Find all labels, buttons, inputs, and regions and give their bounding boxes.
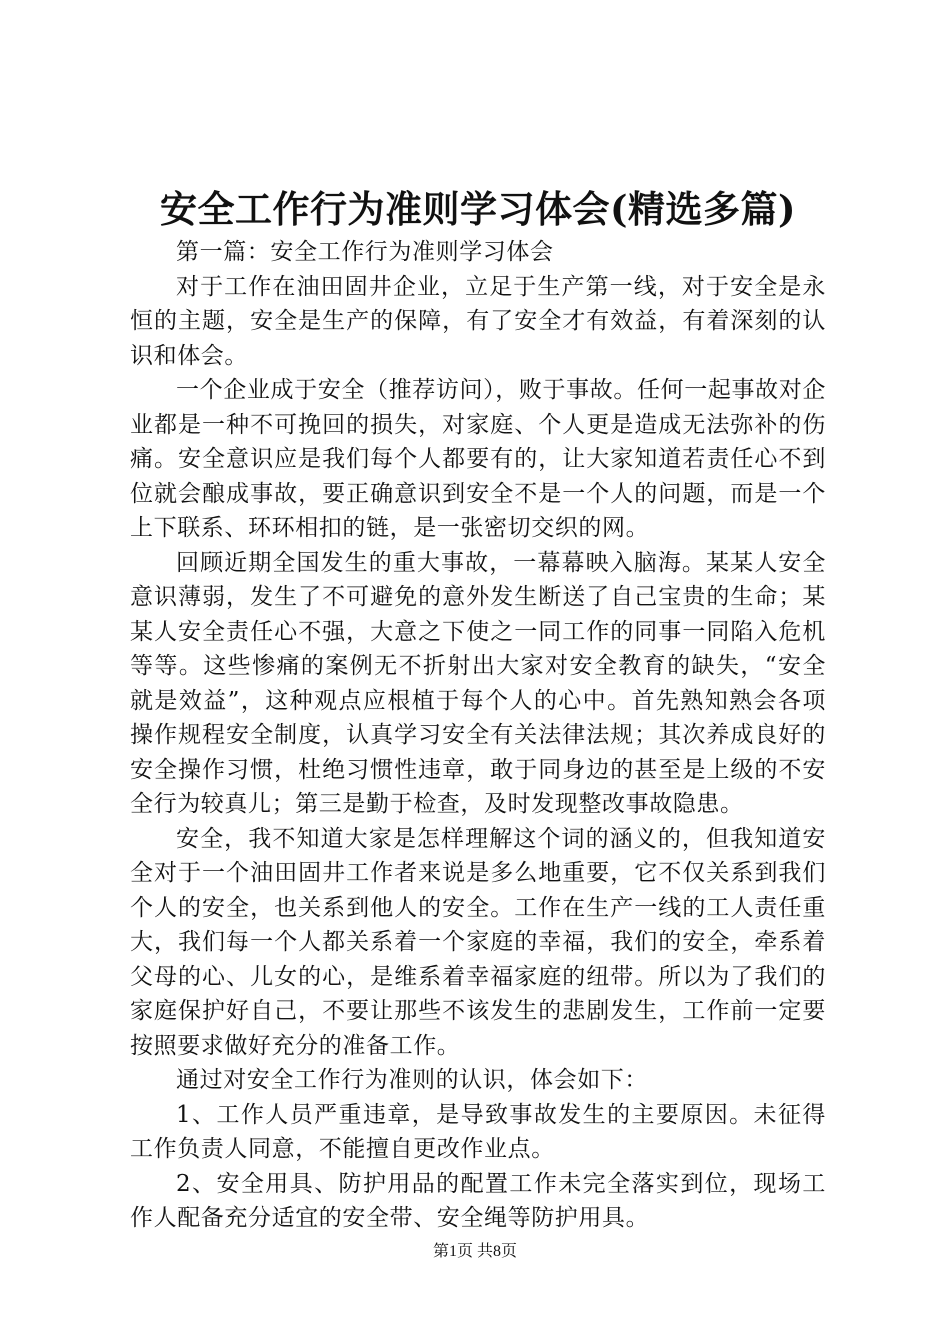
- list-item: 1、工作人员严重违章，是导致事故发生的主要原因。未征得工作负责人同意，不能擅自更改作业点。: [130, 1101, 826, 1162]
- document-body: [130, 235, 826, 1236]
- list-item: 2、安全用具、防护用品的配置工作未完全落实到位，现场工作人配备充分适宜的安全带、安全绳等防护用具。: [130, 1170, 826, 1231]
- document-title: 安全工作行为准则学习体会(精选多篇): [159, 187, 796, 231]
- paragraph: 一个企业成于安全（推荐访问），败于事故。任何一起事故对企业都是一种不可挽回的损失，对家庭、个人更是造成无法弥补的伤痛。安全意识应是我们每个人都要有的，让大家知道若责任心不到位就会酿成事故，要正确意识到安全不是一个人的问题，而是一个上下联系、环环相扣的链，是一张密切交织的网。: [130, 377, 826, 541]
- section-heading: 第一篇：安全工作行为准则学习体会: [176, 239, 554, 265]
- paragraph: 通过对安全工作行为准则的认识，体会如下：: [176, 1067, 648, 1093]
- paragraph: 安全，我不知道大家是怎样理解这个词的涵义的，但我知道安全对于一个油田固井工作者来说是多么地重要，它不仅关系到我们个人的安全，也关系到他人的安全。工作在生产一线的工人责任重大，我们每一个人都关系着一个家庭的幸福，我们的安全，牵系着父母的心、儿女的心，是维系着幸福家庭的纽带。所以为了我们的家庭保护好自己，不要让那些不该发生的悲剧发生，工作前一定要按照要求做好充分的准备工作。: [130, 825, 826, 1059]
- page-number: 第1页 共8页: [432, 1243, 517, 1260]
- paragraph: 回顾近期全国发生的重大事故，一幕幕映入脑海。某某人安全意识薄弱，发生了不可避免的意外发生断送了自己宝贵的生命；某某人安全责任心不强，大意之下使之一同工作的同事一同陷入危机等等。这些惨痛的案例无不折射出大家对安全教育的缺失，“安全就是效益”，这种观点应根植于每个人的心中。首先熟知熟会各项操作规程安全制度，认真学习安全有关法律法规；其次养成良好的安全操作习惯，杜绝习惯性违章，敢于同身边的甚至是上级的不安全行为较真儿；第三是勤于检查，及时发现整改事故隐患。: [130, 549, 826, 817]
- paragraph: 对于工作在油田固井企业，立足于生产第一线，对于安全是永恒的主题，安全是生产的保障，有了安全才有效益，有着深刻的认识和体会。: [130, 273, 826, 369]
